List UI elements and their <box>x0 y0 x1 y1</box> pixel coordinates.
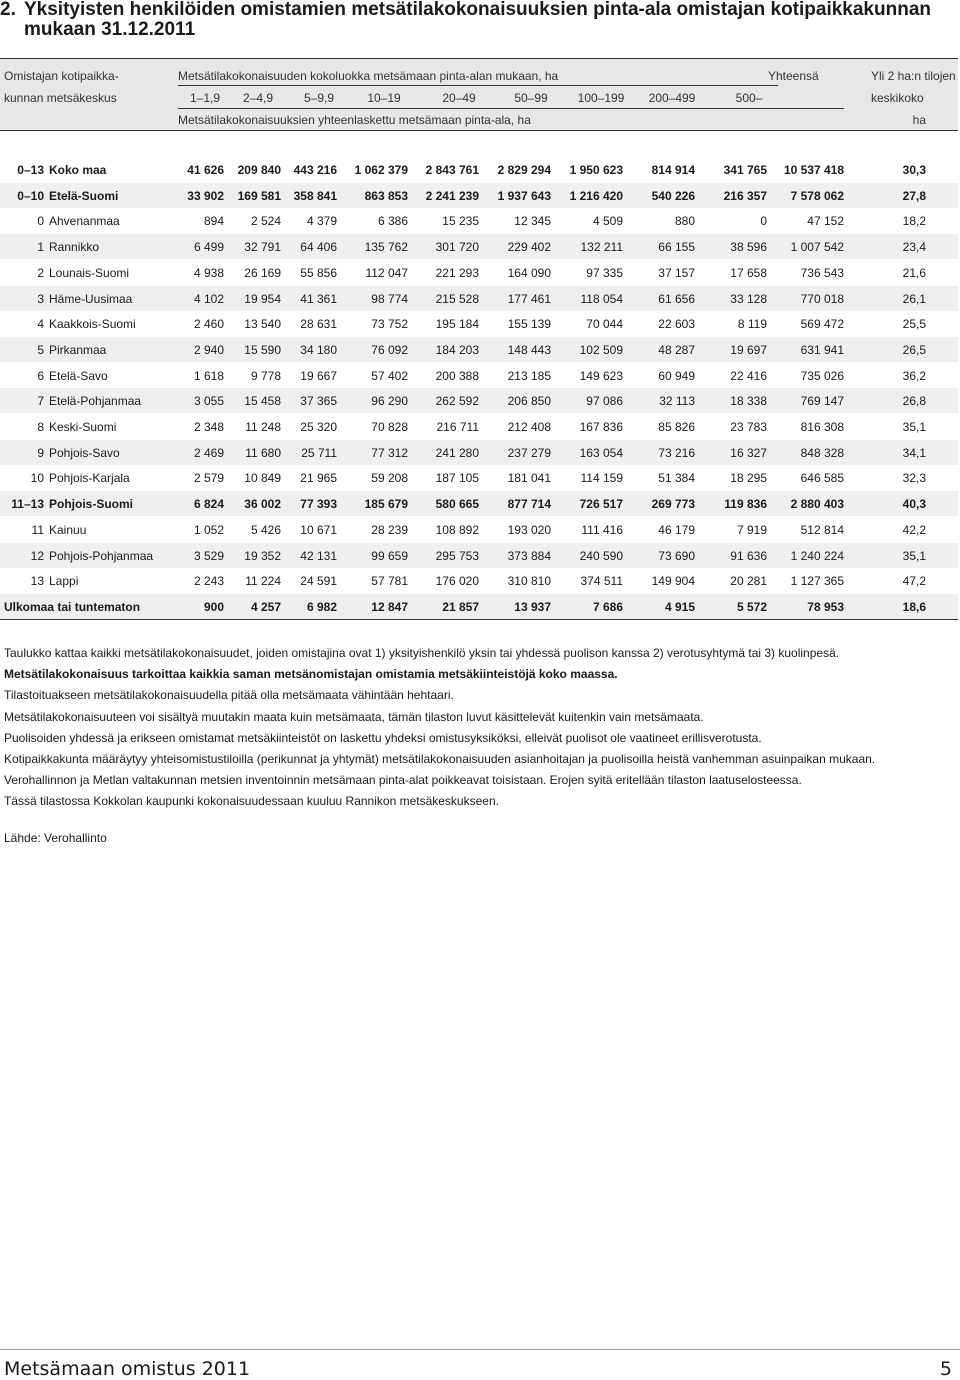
table-row <box>0 543 958 568</box>
table-cell: 36 002 <box>244 497 281 512</box>
table-cell: 769 147 <box>800 394 844 409</box>
table-cell: 295 753 <box>435 548 479 563</box>
table-cell: 221 293 <box>435 265 479 280</box>
header-avg-line2: keskikoko <box>871 91 924 105</box>
table-cell: 60 949 <box>658 368 695 383</box>
table-cell: 48 287 <box>658 342 695 357</box>
table-cell: 631 941 <box>800 342 844 357</box>
table-cell: 26,5 <box>902 342 926 357</box>
table-cell: 41 626 <box>187 163 224 177</box>
table-cell: 132 211 <box>580 240 623 255</box>
table-row <box>0 286 958 311</box>
table-cell: 32 791 <box>244 240 281 255</box>
table-cell: 10 671 <box>300 522 337 537</box>
row-region: Kaakkois-Suomi <box>49 317 136 332</box>
header-size-class: 10–19 <box>367 91 401 105</box>
table-cell: 7 919 <box>736 522 767 537</box>
row-code: 3 <box>37 291 44 306</box>
table-cell: 5 426 <box>250 522 281 537</box>
table-cell: 21 965 <box>300 471 337 486</box>
table-row <box>0 363 958 388</box>
row-code: 8 <box>37 420 44 434</box>
table-cell: 167 836 <box>579 420 623 434</box>
table-cell: 0 <box>760 214 767 229</box>
row-region: Rannikko <box>49 240 100 255</box>
table-cell: 6 386 <box>377 214 408 229</box>
table-cell: 102 509 <box>579 342 623 357</box>
table-cell: 73 690 <box>658 548 695 563</box>
header-size-class: 50–99 <box>514 91 548 105</box>
table-cell: 149 623 <box>579 368 623 383</box>
table-bottom-rule <box>0 619 958 620</box>
table-cell: 1 052 <box>193 522 224 537</box>
header-size-class: 500– <box>735 91 763 105</box>
row-code: 11 <box>31 522 44 537</box>
table-cell: 4 915 <box>664 599 695 614</box>
table-cell: 341 765 <box>723 163 767 177</box>
table-cell: 216 711 <box>436 420 479 434</box>
row-code: 1 <box>37 240 44 255</box>
table-cell: 21,6 <box>902 265 926 280</box>
table-cell: 46 179 <box>658 522 695 537</box>
table-row <box>0 594 958 619</box>
header-size-class-underline <box>178 85 778 86</box>
table-cell: 310 810 <box>507 574 551 589</box>
table-cell: 85 826 <box>658 420 695 434</box>
table-cell: 569 472 <box>800 317 844 332</box>
header-size-class: 2–4,9 <box>242 91 274 105</box>
row-code: 13 <box>30 574 44 589</box>
table-cell: 19 667 <box>300 368 337 383</box>
table-cell: 91 636 <box>730 548 767 563</box>
header-owner-line2: kunnan metsäkeskus <box>4 91 117 105</box>
table-row <box>0 157 958 182</box>
table-cell: 18 295 <box>730 471 767 486</box>
table-cell: 2 243 <box>193 574 224 589</box>
table-header-rule <box>0 130 958 131</box>
table-cell: 848 328 <box>800 445 844 460</box>
table-cell: 99 659 <box>371 548 408 563</box>
table-cell: 195 184 <box>435 317 479 332</box>
table-cell: 61 656 <box>658 291 695 306</box>
table-cell: 7 578 062 <box>790 188 844 203</box>
table-cell: 34,1 <box>902 445 926 460</box>
header-size-class: 100–199 <box>577 91 625 105</box>
table-cell: 15 458 <box>244 394 281 409</box>
table-cell: 8 119 <box>737 317 767 332</box>
table-cell: 176 020 <box>435 574 479 589</box>
title-line2: mukaan 31.12.2011 <box>24 19 196 40</box>
table-cell: 70 828 <box>371 420 408 434</box>
row-code: 9 <box>37 445 44 460</box>
table-cell: 212 408 <box>507 420 551 434</box>
table-row <box>0 311 958 336</box>
table-cell: 97 335 <box>586 265 623 280</box>
table-cell: 78 953 <box>807 599 844 614</box>
table-cell: 148 443 <box>507 342 551 357</box>
footer-page-number: 5 <box>939 1358 952 1380</box>
table-cell: 2 829 294 <box>497 163 551 177</box>
table-row <box>0 465 958 490</box>
table-cell: 97 086 <box>586 394 623 409</box>
table-cell: 374 511 <box>580 574 623 589</box>
table-cell: 443 216 <box>293 163 337 177</box>
table-cell: 863 853 <box>364 188 408 203</box>
table-cell: 163 054 <box>579 445 623 460</box>
row-code: 11–13 <box>11 497 44 512</box>
table-cell: 13 540 <box>244 317 281 332</box>
row-region: Ulkomaa tai tuntematon <box>4 599 141 614</box>
table-cell: 646 585 <box>800 471 844 486</box>
table-cell: 77 312 <box>371 445 408 460</box>
table-row <box>0 183 958 208</box>
table-cell: 149 904 <box>651 574 695 589</box>
row-region: Koko maa <box>49 163 107 177</box>
table-cell: 15 590 <box>244 342 281 357</box>
table-cell: 12 847 <box>371 599 408 614</box>
table-cell: 119 836 <box>724 497 767 512</box>
table-top-rule <box>0 58 958 59</box>
table-cell: 4 102 <box>193 291 224 306</box>
table-cell: 11 680 <box>245 445 281 460</box>
table-cell: 55 856 <box>300 265 337 280</box>
table-cell: 73 752 <box>371 317 408 332</box>
table-cell: 47 152 <box>807 214 844 229</box>
table-cell: 7 686 <box>592 599 623 614</box>
table-cell: 735 026 <box>800 368 844 383</box>
row-code: 0–13 <box>17 163 44 177</box>
table-cell: 36,2 <box>902 368 926 383</box>
table-cell: 37 365 <box>300 394 337 409</box>
table-cell: 164 090 <box>507 265 551 280</box>
table-cell: 38 596 <box>730 240 767 255</box>
table-row <box>0 491 958 516</box>
table-cell: 155 139 <box>507 317 551 332</box>
table-cell: 25,5 <box>902 317 926 332</box>
row-region: Etelä-Savo <box>49 368 108 383</box>
table-cell: 894 <box>203 214 224 229</box>
table-cell: 20 281 <box>730 574 767 589</box>
table-cell: 184 203 <box>435 342 479 357</box>
table-cell: 11 224 <box>245 574 281 589</box>
table-cell: 57 402 <box>371 368 408 383</box>
table-cell: 1 618 <box>193 368 224 383</box>
table-cell: 6 499 <box>193 240 224 255</box>
note-line: Tässä tilastossa Kokkolan kaupunki kokonaisuudessaan kuuluu Rannikon metsäkeskukseen. <box>4 794 499 809</box>
row-region: Keski-Suomi <box>49 420 117 434</box>
row-region: Etelä-Pohjanmaa <box>49 394 142 409</box>
table-cell: 177 461 <box>507 291 551 306</box>
footer-publication: Metsämaan omistus 2011 <box>4 1358 251 1380</box>
row-region: Pohjois-Pohjanmaa <box>49 548 154 563</box>
table-cell: 64 406 <box>300 240 337 255</box>
table-cell: 1 240 224 <box>790 548 844 563</box>
table-cell: 23,4 <box>902 240 926 255</box>
table-cell: 2 460 <box>193 317 224 332</box>
table-cell: 1 062 379 <box>354 163 408 177</box>
table-cell: 169 581 <box>237 188 281 203</box>
table-cell: 112 047 <box>365 265 408 280</box>
table-cell: 24 591 <box>300 574 337 589</box>
table-cell: 770 018 <box>800 291 844 306</box>
table-cell: 358 841 <box>293 188 337 203</box>
table-cell: 512 814 <box>800 522 844 537</box>
row-region: Pirkanmaa <box>49 342 107 357</box>
table-cell: 2 579 <box>193 471 224 486</box>
table-row <box>0 440 958 465</box>
title-line1: Yksityisten henkilöiden omistamien metsätilakokonaisuuksien pinta-ala omistajan kotipaikkakunnan <box>24 0 931 20</box>
row-region: Pohjois-Karjala <box>49 471 130 486</box>
row-code: 7 <box>37 394 44 409</box>
table-cell: 108 892 <box>435 522 479 537</box>
row-code: 5 <box>37 342 44 357</box>
table-cell: 10 849 <box>244 471 281 486</box>
table-cell: 580 665 <box>435 497 479 512</box>
table-cell: 736 543 <box>800 265 844 280</box>
header-size-class: 5–9,9 <box>303 91 335 105</box>
row-code: 6 <box>37 368 44 383</box>
table-cell: 215 528 <box>435 291 479 306</box>
header-avg-unit: ha <box>912 113 926 127</box>
table-cell: 3 055 <box>193 394 224 409</box>
table-cell: 5 572 <box>736 599 767 614</box>
table-row <box>0 517 958 542</box>
table-cell: 1 007 542 <box>790 240 844 255</box>
table-cell: 3 529 <box>193 548 224 563</box>
table-cell: 193 020 <box>507 522 551 537</box>
table-cell: 25 711 <box>301 445 337 460</box>
table-cell: 17 658 <box>730 265 767 280</box>
table-cell: 16 327 <box>730 445 767 460</box>
table-cell: 10 537 418 <box>783 163 844 177</box>
table-cell: 12 345 <box>514 214 551 229</box>
table-cell: 114 159 <box>580 471 623 486</box>
table-cell: 21 857 <box>442 599 479 614</box>
table-cell: 4 257 <box>250 599 281 614</box>
header-size-class: 200–499 <box>648 91 696 105</box>
row-region: Lounais-Suomi <box>49 265 130 280</box>
table-cell: 13 937 <box>514 599 551 614</box>
table-cell: 1 216 420 <box>569 188 623 203</box>
table-cell: 73 216 <box>658 445 695 460</box>
table-cell: 4 379 <box>306 214 337 229</box>
table-cell: 373 884 <box>507 548 551 563</box>
table-row <box>0 414 958 439</box>
table-cell: 28 239 <box>371 522 408 537</box>
table-cell: 66 155 <box>658 240 695 255</box>
row-region: Kainuu <box>49 522 87 537</box>
row-region: Pohjois-Savo <box>49 445 120 460</box>
table-cell: 1 950 623 <box>569 163 623 177</box>
header-sum-label: Metsätilakokonaisuuksien yhteenlaskettu metsämaan pinta-ala, ha <box>178 113 531 127</box>
table-cell: 26 169 <box>244 265 281 280</box>
table-cell: 2 880 403 <box>790 497 844 512</box>
table-cell: 880 <box>674 214 695 229</box>
table-cell: 111 416 <box>581 522 623 537</box>
header-size-class: 20–49 <box>442 91 476 105</box>
table-cell: 35,1 <box>902 548 926 563</box>
table-cell: 200 388 <box>435 368 479 383</box>
row-region: Lappi <box>49 574 79 589</box>
header-owner-line1: Omistajan kotipaikka- <box>4 69 119 83</box>
row-code: 10 <box>30 471 44 486</box>
table-cell: 135 762 <box>364 240 408 255</box>
table-cell: 6 982 <box>306 599 337 614</box>
footer-rule <box>0 1349 960 1350</box>
table-cell: 4 938 <box>193 265 224 280</box>
table-cell: 33 902 <box>187 188 224 203</box>
table-cell: 26,8 <box>902 394 926 409</box>
row-region: Häme-Uusimaa <box>49 291 133 306</box>
table-cell: 41 361 <box>300 291 337 306</box>
table-cell: 240 590 <box>579 548 623 563</box>
table-row <box>0 260 958 285</box>
table-cell: 6 824 <box>193 497 224 512</box>
table-cell: 33 128 <box>730 291 767 306</box>
table-row <box>0 388 958 413</box>
table-cell: 22 603 <box>658 317 695 332</box>
table-cell: 19 954 <box>244 291 281 306</box>
table-row <box>0 208 958 233</box>
table-cell: 30,3 <box>902 163 926 177</box>
table-number: 2. <box>0 0 16 20</box>
table-cell: 814 914 <box>651 163 695 177</box>
table-cell: 1 937 643 <box>497 188 551 203</box>
row-code: 0–10 <box>17 188 44 203</box>
table-cell: 181 041 <box>507 471 551 486</box>
table-cell: 2 843 761 <box>425 163 479 177</box>
note-line: Kotipaikkakunta määräytyy yhteisomistustiloilla (perikunnat ja yhtymät) metsätilakokonaisuuden asianhoitajan ja puolisoilla heistä vanhemman asuinpaikan mukaan. <box>4 752 876 767</box>
table-cell: 34 180 <box>300 342 337 357</box>
header-class-underline <box>178 108 844 109</box>
row-region: Etelä-Suomi <box>49 188 119 203</box>
table-cell: 32,3 <box>902 471 926 486</box>
table-cell: 22 416 <box>730 368 767 383</box>
table-cell: 301 720 <box>435 240 479 255</box>
table-cell: 4 509 <box>592 214 623 229</box>
source-note: Lähde: Verohallinto <box>4 831 107 845</box>
row-code: 2 <box>37 265 44 280</box>
table-row <box>0 337 958 362</box>
table-cell: 59 208 <box>371 471 408 486</box>
table-cell: 877 714 <box>507 497 551 512</box>
note-line: Metsätilakokonaisuuteen voi sisältyä muutakin maata kuin metsämaata, tämän tilaston luvut käsittelevät kuitenkin vain metsämaata. <box>4 709 704 724</box>
table-cell: 40,3 <box>902 497 926 512</box>
table-cell: 25 320 <box>300 420 337 434</box>
header-size-class-label: Metsätilakokonaisuuden kokoluokka metsämaan pinta-alan mukaan, ha <box>178 69 559 83</box>
table-cell: 98 774 <box>371 291 408 306</box>
table-cell: 32 113 <box>659 394 695 409</box>
row-region: Pohjois-Suomi <box>49 497 133 512</box>
table-cell: 76 092 <box>371 342 408 357</box>
table-cell: 269 773 <box>651 497 695 512</box>
table-cell: 216 357 <box>723 188 767 203</box>
note-line: Metsätilakokonaisuus tarkoittaa kaikkia saman metsänomistajan omistamia metsäkiinteistöjä koko maassa. <box>4 667 618 682</box>
header-size-class: 1–1,9 <box>189 91 221 105</box>
table-cell: 18,6 <box>902 599 926 614</box>
table-cell: 18 338 <box>730 394 767 409</box>
note-line: Verohallinnon ja Metlan valtakunnan metsien inventoinnin metsämaan pinta-alat poikkeavat toisistaan. Erojen syitä eritellään tilaston laatuselosteessa. <box>4 773 802 788</box>
table-cell: 15 235 <box>442 214 479 229</box>
table-cell: 51 384 <box>658 471 695 486</box>
table-cell: 900 <box>203 599 224 614</box>
note-line: Puolisoiden yhdessä ja erikseen omistamat metsäkiinteistöt on laskettu yhdeksi omistusyksiköksi, elleivät puolisot ole vaatineet erillisverotusta. <box>4 730 762 745</box>
table-cell: 77 393 <box>300 497 337 512</box>
table-cell: 1 127 365 <box>790 574 844 589</box>
table-cell: 9 778 <box>250 368 281 383</box>
table-cell: 185 679 <box>364 497 408 512</box>
table-cell: 726 517 <box>579 497 623 512</box>
table-title <box>0 0 940 40</box>
table-cell: 19 352 <box>244 548 281 563</box>
table-cell: 816 308 <box>800 420 844 434</box>
table-cell: 70 044 <box>586 317 623 332</box>
table-cell: 19 697 <box>730 342 767 357</box>
table-cell: 209 840 <box>237 163 281 177</box>
row-code: 0 <box>37 214 44 229</box>
table-cell: 213 185 <box>507 368 551 383</box>
note-line: Taulukko kattaa kaikki metsätilakokonaisuudet, joiden omistajina ovat 1) yksityishenkilö yksin tai yhdessä puolison kanssa 2) verotusyhtymä tai 3) kuolinpesä. <box>4 646 840 660</box>
table-cell: 57 781 <box>371 574 408 589</box>
table-cell: 42 131 <box>300 548 337 563</box>
table-cell: 241 280 <box>435 445 479 460</box>
table-cell: 26,1 <box>902 291 926 306</box>
table-cell: 96 290 <box>371 394 408 409</box>
table-cell: 2 469 <box>193 445 224 460</box>
table-cell: 28 631 <box>300 317 337 332</box>
table-cell: 187 105 <box>435 471 479 486</box>
row-region: Ahvenanmaa <box>49 214 120 229</box>
header-avg-line1: Yli 2 ha:n tilojen <box>871 69 956 83</box>
table-cell: 23 783 <box>730 420 767 434</box>
table-cell: 540 226 <box>651 188 695 203</box>
note-line: Tilastoituakseen metsätilakokonaisuudella pitää olla metsämaata vähintään hehtaari. <box>4 688 454 703</box>
table-cell: 2 348 <box>193 420 224 434</box>
table-cell: 42,2 <box>902 522 926 537</box>
table-cell: 118 054 <box>580 291 623 306</box>
table-cell: 237 279 <box>507 445 551 460</box>
table-cell: 2 524 <box>250 214 281 229</box>
header-total-label: Yhteensä <box>768 69 819 83</box>
table-cell: 27,8 <box>902 188 926 203</box>
table-cell: 37 157 <box>658 265 695 280</box>
table-cell: 262 592 <box>435 394 479 409</box>
table-notes <box>4 643 954 813</box>
row-code: 4 <box>37 317 44 332</box>
row-code: 12 <box>30 548 44 563</box>
table-row <box>0 234 958 259</box>
table-cell: 206 850 <box>507 394 551 409</box>
table-cell: 18,2 <box>902 214 926 229</box>
table-cell: 35,1 <box>902 420 926 434</box>
table-cell: 2 241 239 <box>425 188 479 203</box>
table-row <box>0 568 958 593</box>
table-cell: 47,2 <box>902 574 926 589</box>
table-cell: 2 940 <box>193 342 224 357</box>
table-cell: 229 402 <box>507 240 551 255</box>
table-cell: 11 248 <box>245 420 281 434</box>
